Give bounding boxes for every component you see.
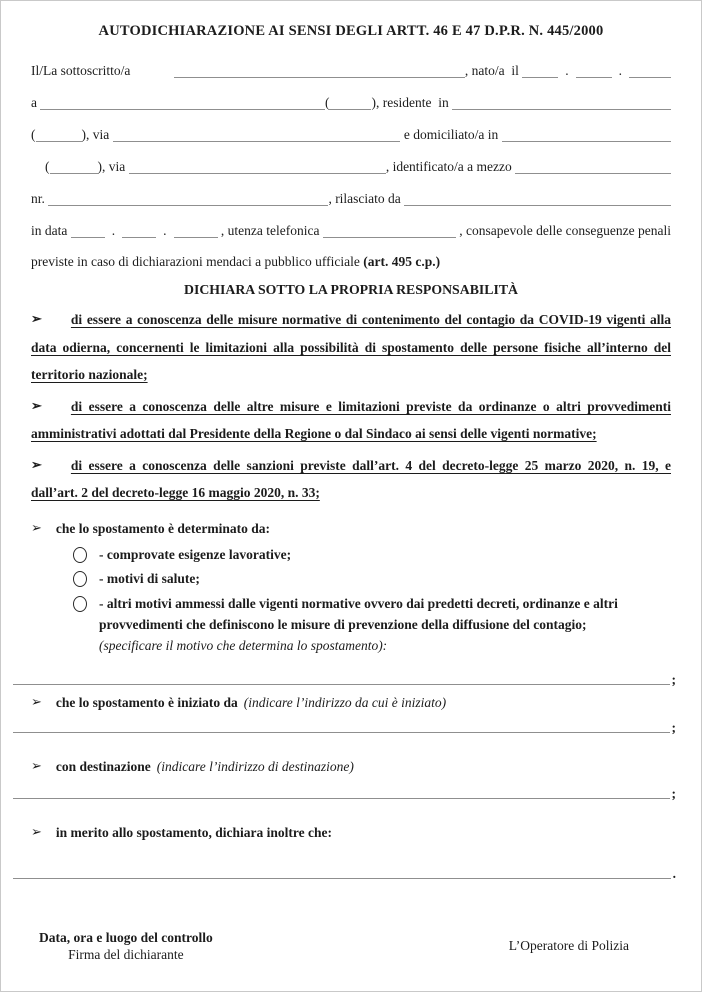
line-domicile-street xyxy=(45,150,671,182)
utenza-label: , utenza telefonica xyxy=(217,223,323,238)
birthplace-blank[interactable] xyxy=(40,97,325,110)
domiciliato-label: e domiciliato/a in xyxy=(400,127,502,142)
paren-open: ( xyxy=(31,127,36,142)
reason-specify-field xyxy=(13,671,676,687)
line-terminator: . xyxy=(672,865,676,881)
origin-label: che lo spostamento è iniziato da xyxy=(55,694,238,710)
residence-province-blank[interactable] xyxy=(36,129,82,142)
line-id-number xyxy=(31,182,671,214)
declarant-signature-label: Firma del dichiarante xyxy=(68,946,184,962)
option-health xyxy=(73,567,671,591)
via-label: ), via xyxy=(81,127,113,142)
date-separator: . xyxy=(163,223,167,238)
id-issuer-blank[interactable] xyxy=(404,193,671,206)
birth-year-blank[interactable] xyxy=(629,65,671,78)
line-residence-street xyxy=(31,118,671,150)
option-health-label: - motivi di salute; xyxy=(99,571,200,586)
previste-text: previste in caso di dichiarazioni mendaci a pubblico ufficiale xyxy=(31,254,364,269)
nato-il-label: , nato/a il xyxy=(464,63,523,78)
declaration-text: di essere a conoscenza delle misure normative di contenimento del contagio da COVID-19 vigenti alla data odierna, concernenti le limitazioni alla possibilità di spostamento delle persone fisiche all’interno del territorio nazionale; xyxy=(31,312,671,382)
consapevole-label: , consapevole delle conseguenze penali xyxy=(455,223,671,238)
signature-section xyxy=(31,929,671,963)
police-operator-label: L’Operatore di Polizia xyxy=(508,938,629,953)
line-terminator: ; xyxy=(671,785,676,801)
destination-hint: (indicare l’indirizzo di destinazione) xyxy=(156,758,354,774)
issue-day-blank[interactable] xyxy=(71,225,105,238)
reason-specify-line[interactable] xyxy=(13,683,670,685)
reason-options xyxy=(73,543,671,655)
line-terminator: ; xyxy=(671,671,676,687)
additional-declaration-line[interactable] xyxy=(13,877,671,879)
domicile-street-blank[interactable] xyxy=(129,161,386,174)
destination-address-line[interactable] xyxy=(13,797,670,799)
domicile-city-blank[interactable] xyxy=(502,129,671,142)
via-label: ), via xyxy=(97,159,129,174)
declaration-item-regional-measures xyxy=(31,393,671,448)
line-id-date-phone xyxy=(31,214,671,246)
arrow-bullet-icon: ➢ xyxy=(31,519,42,535)
nr-label: nr. xyxy=(31,191,49,206)
arrow-bullet-icon: ➢ xyxy=(31,456,42,472)
line-sottoscritto xyxy=(31,54,671,86)
issue-year-blank[interactable] xyxy=(174,225,218,238)
residence-city-blank[interactable] xyxy=(452,97,671,110)
birth-month-blank[interactable] xyxy=(576,65,612,78)
in-data-label: in data xyxy=(31,223,71,238)
option-other-text: - altri motivi ammessi dalle vigenti normative ovvero dai predetti decreti, ordinanze e altri provvedimenti che definiscono le misure di prevenzione della diffusione del contagio; xyxy=(99,595,618,632)
date-separator: . xyxy=(618,63,622,78)
line-birthplace xyxy=(31,86,671,118)
origin-row xyxy=(31,691,671,715)
option-other xyxy=(73,593,671,655)
date-separator: . xyxy=(111,223,116,238)
destination-address-field xyxy=(13,785,676,801)
arrow-bullet-icon: ➢ xyxy=(31,311,42,326)
rilasciato-label: , rilasciato da xyxy=(328,191,405,206)
arrow-bullet-icon: ➢ xyxy=(31,823,42,839)
option-work xyxy=(73,543,671,567)
declaration-text: di essere a conoscenza delle altre misure e limitazioni previste da ordinanze o altri provvedimenti amministrativi adottati dal Presidente della Regione o dal Sindaco ai sensi delle vigenti normative; xyxy=(31,398,671,441)
determinato-label: che lo spostamento è determinato da: xyxy=(55,520,271,536)
birthplace-province-blank[interactable] xyxy=(329,97,371,110)
phone-number-blank[interactable] xyxy=(323,225,456,238)
control-signature-block xyxy=(39,929,213,963)
origin-address-field xyxy=(13,719,676,735)
option-other-radio[interactable] xyxy=(73,596,87,612)
origin-hint: (indicare l’indirizzo da cui è iniziato) xyxy=(243,694,447,710)
birth-day-blank[interactable] xyxy=(522,65,558,78)
destination-row xyxy=(31,755,671,779)
paren-open: ( xyxy=(324,95,330,110)
penal-warning-text xyxy=(31,251,671,273)
additional-declaration-field xyxy=(13,865,676,881)
a-label: a xyxy=(31,95,41,110)
arrow-bullet-icon: ➢ xyxy=(31,397,42,413)
arrow-bullet-icon: ➢ xyxy=(31,757,42,773)
declaration-text: di essere a conoscenza delle sanzioni previste dall’art. 4 del decreto-legge 25 marzo 2020, n. 19, e dall’art. 2 del decreto-legge 16 maggio 2020, n. 33; xyxy=(31,457,671,500)
movement-reason-row xyxy=(31,517,671,541)
paren-open: ( xyxy=(45,159,50,174)
sottoscritto-label: Il/La sottoscritto/a xyxy=(31,63,131,78)
arrow-bullet-icon: ➢ xyxy=(31,693,42,709)
personal-data-section xyxy=(31,54,671,273)
identificato-label: , identificato/a a mezzo xyxy=(385,159,516,174)
residente-label: ), residente in xyxy=(371,95,453,110)
option-other-label xyxy=(99,593,644,655)
declaration-heading: DICHIARA SOTTO LA PROPRIA RESPONSABILITÀ xyxy=(183,282,518,297)
option-health-radio[interactable] xyxy=(73,571,87,587)
date-separator: . xyxy=(565,63,569,78)
issue-month-blank[interactable] xyxy=(122,225,156,238)
option-work-label: - comprovate esigenze lavorative; xyxy=(99,547,292,562)
destination-label: con destinazione xyxy=(55,758,151,774)
art-495-ref: (art. 495 c.p.) xyxy=(363,254,441,269)
form-title: AUTODICHIARAZIONE AI SENSI DEGLI ARTT. 46 E 47 D.P.R. N. 445/2000 xyxy=(98,23,604,39)
declaration-item-sanctions xyxy=(31,452,671,507)
residence-street-blank[interactable] xyxy=(113,129,401,142)
line-terminator: ; xyxy=(671,719,676,735)
id-number-blank[interactable] xyxy=(48,193,328,206)
specify-note: (specificare il motivo che determina lo spostamento): xyxy=(99,637,388,653)
id-document-type-blank[interactable] xyxy=(515,161,671,174)
full-name-blank[interactable] xyxy=(174,65,465,78)
domicile-province-blank[interactable] xyxy=(50,161,98,174)
option-work-radio[interactable] xyxy=(73,547,87,563)
additional-declaration-label: in merito allo spostamento, dichiara inoltre che: xyxy=(55,824,333,840)
origin-address-line[interactable] xyxy=(13,731,670,733)
declaration-item-covid-measures xyxy=(31,306,671,389)
control-datetime-label: Data, ora e luogo del controllo xyxy=(39,929,213,945)
additional-declaration-row xyxy=(31,821,671,845)
